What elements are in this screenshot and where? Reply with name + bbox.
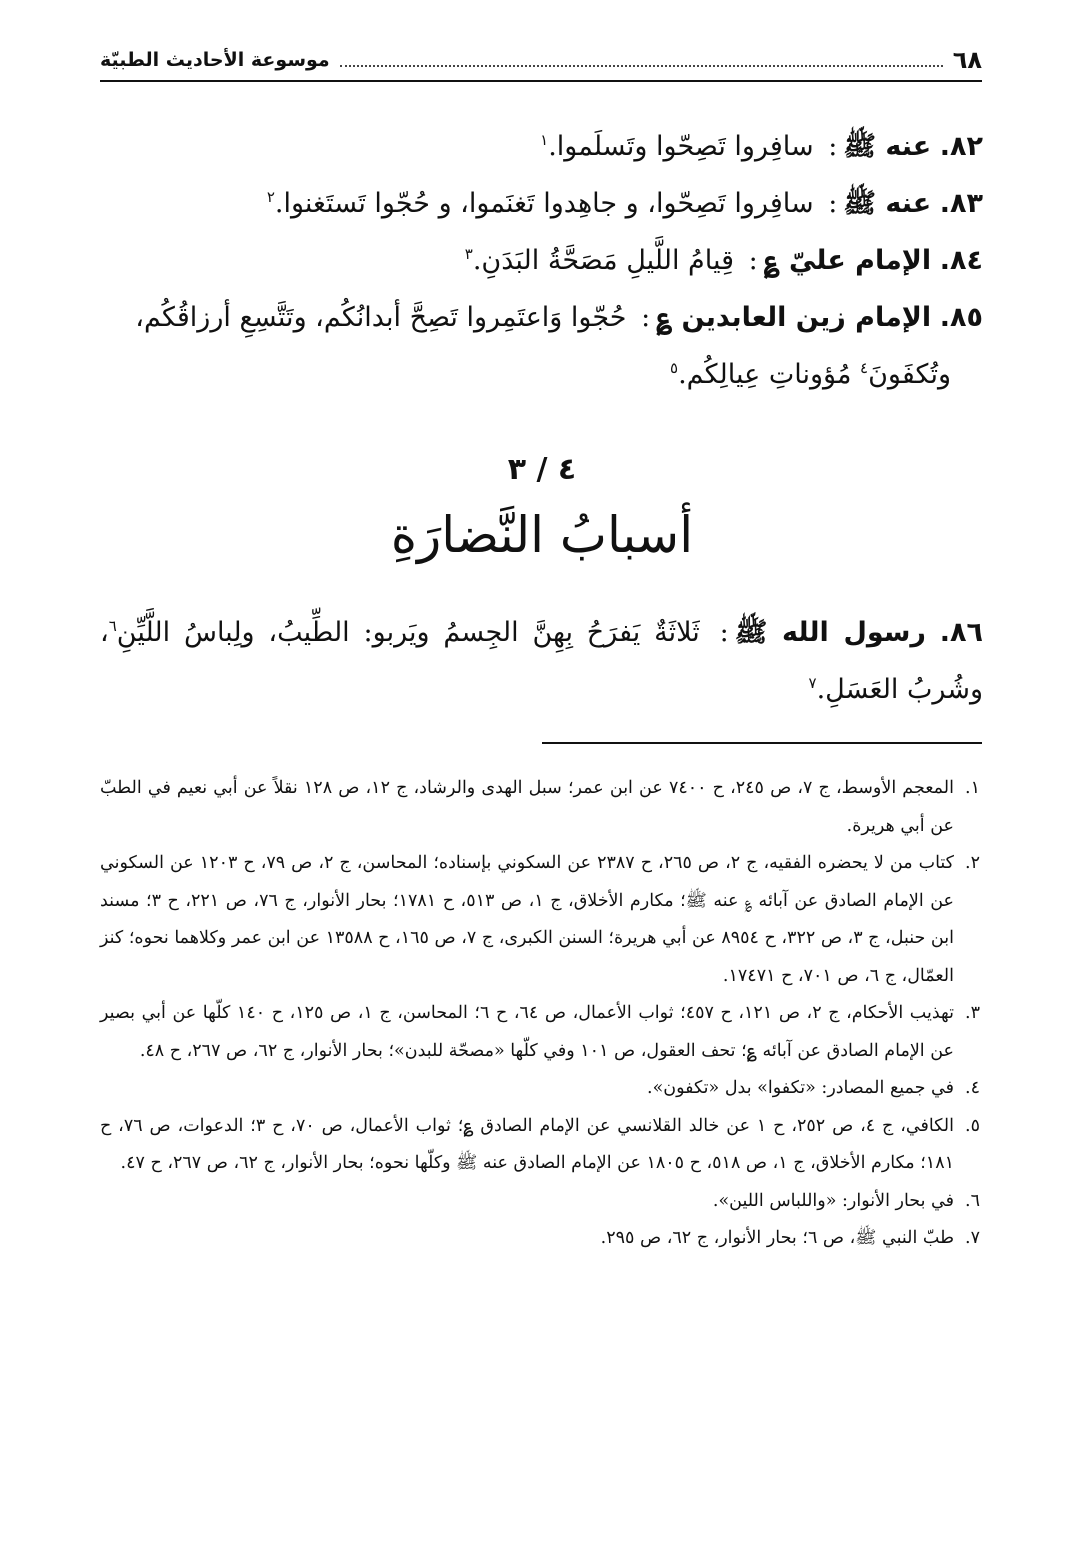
footnote-text: في جميع المصادر: «تكفوا» بدل «تكفون».	[647, 1078, 954, 1098]
book-title: موسوعة الأحاديث الطبيّة	[100, 49, 330, 71]
hadith-speaker: الإمام زين العابدين ؏	[656, 302, 932, 333]
footnote	[100, 1220, 980, 1258]
footnote-number: ٢.	[965, 853, 980, 873]
header-dot-leader	[340, 65, 943, 67]
hadith-continuation	[98, 346, 983, 403]
footnote-text: المعجم الأوسط، ج ٧، ص ٢٤٥، ح ٧٤٠٠ عن ابن عمر؛ سبل الهدى والرشاد، ج ١٢، ص ١٢٨ نقلاً عن أبي نعيم في الطبّ عن أبي هريرة.	[100, 778, 954, 836]
footnote-ref[interactable]: ٦	[108, 617, 117, 635]
footnote-number: ٣.	[965, 1003, 980, 1023]
footnote	[100, 1183, 980, 1221]
hadith-speaker: عنه ﷺ	[843, 131, 932, 162]
hadith-speaker: رسول الله ﷺ	[734, 617, 926, 648]
hadith-text: سافِروا تَصِحّوا وتَسلَموا.	[548, 131, 814, 162]
section-title: أسبابُ النَّضارَةِ	[390, 506, 694, 564]
section-number: ٤ / ٣	[507, 452, 577, 487]
footnote	[100, 1070, 980, 1108]
hadith-number: ٨٦.	[939, 617, 984, 648]
hadith-speaker: عنه ﷺ	[843, 188, 932, 219]
footnote	[100, 995, 980, 1070]
footnote-ref[interactable]: ٧	[808, 674, 817, 692]
hadith-text: سافِروا تَصِحّوا، و جاهِدوا تَغنَموا، و حُجّوا تَستَغنوا.	[274, 188, 814, 219]
hadith-number: ٨٤.	[939, 245, 983, 276]
hadith-text-cont-a: وتُكفَونَ	[868, 359, 951, 390]
footnote-number: ٤.	[965, 1078, 980, 1098]
hadith-number: ٨٥.	[939, 302, 983, 333]
footnote-number: ٦.	[965, 1190, 980, 1211]
hadith-text: قِيامُ اللَّيلِ مَصَحَّةُ البَدَنِ.	[472, 245, 735, 276]
hadith-text-cont: ، وشُربُ العَسَلِ.	[100, 617, 983, 705]
page-number: ٦٨	[952, 46, 982, 74]
hadith-text-cont-b: مُؤوناتِ عِيالِكُم.	[678, 359, 852, 390]
footnotes	[100, 770, 980, 1258]
footnote-text: في بحار الأنوار: «واللباس اللين».	[712, 1190, 954, 1211]
hadith-number: ٨٣.	[939, 188, 983, 219]
hadith-text: حُجّوا وَاعتَمِروا تَصِحَّ أبدانُكُم، وتَتَّسِعِ أرزاقُكُم،	[135, 302, 627, 333]
footnote-ref[interactable]: ٣	[464, 245, 473, 263]
running-header	[100, 40, 982, 82]
hadith-speaker: الإمام عليّ ؏	[763, 245, 932, 276]
hadith-82: ٨٢. عنه ﷺ: سافِروا تَصِحّوا وتَسلَموا.$^١$	[540, 131, 983, 162]
footnote-number: ٧.	[965, 1228, 980, 1248]
footnote-ref[interactable]: ١	[540, 131, 549, 149]
footnote-text: الكافي، ج ٤، ص ٢٥٢، ح ١ عن خالد القلانسي عن الإمام الصادق ؏؛ ثواب الأعمال، ص ٧٠، ح ٣؛ الدعوات، ص ٧٦، ح ١٨١؛ مكارم الأخلاق، ج ١، ص ٥١٨، ح ١٨٠٥ عن الإمام الصادق عنه ﷺ وكلّها نحوه؛ بحار الأنوار، ج ٦٢، ص ٢٦٧، ح ٤٧.	[100, 1115, 955, 1173]
footnote-number: ١.	[965, 778, 980, 798]
footnote-separator	[542, 742, 982, 744]
hadith-text: ثَلاثَةٌ يَفرَحُ بِهِنَّ الجِسمُ ويَربو: الطِّيبُ، ولِباسُ اللَّيِّنِ	[116, 617, 700, 648]
footnote	[100, 770, 980, 845]
footnote	[100, 845, 980, 995]
footnote	[100, 1108, 980, 1183]
footnote-number: ٥.	[965, 1115, 980, 1136]
footnote-ref[interactable]: ٢	[266, 188, 275, 206]
hadith-list	[98, 118, 983, 403]
footnote-text: طبّ النبي ﷺ، ص ٦؛ بحار الأنوار، ج ٦٢، ص ٢٩٥.	[600, 1228, 954, 1248]
footnote-text: كتاب من لا يحضره الفقيه، ج ٢، ص ٢٦٥، ح ٢٣٨٧ عن السكوني بإسناده؛ المحاسن، ج ٢، ص ٧٩، ح ١٢٠٣ عن السكوني عن الإمام الصادق عن آبائه ؏ عنه ﷺ؛ مكارم الأخلاق، ج ١، ص ٥١٣، ح ١٧٨١؛ بحار الأنوار، ج ٧٦، ص ٢٢١، ح ٣؛ مسند ابن حنبل، ج ٣، ص ٣٢٢، ح ٨٩٥٤ عن أبي هريرة؛ السنن الكبرى، ج ٧، ص ١٦٥، ح ١٣٥٨٨ عن ابن عمر وكلاهما نحوه؛ كنز العمّال، ج ٦، ص ٧٠١، ح ١٧٤٧١.	[100, 853, 955, 986]
footnote-text: تهذيب الأحكام، ج ٢، ص ١٢١، ح ٤٥٧؛ ثواب الأعمال، ص ٦٤، ح ٦؛ المحاسن، ج ١، ص ١٢٥، ح ١٤٠ كلّها عن أبي بصير عن الإمام الصادق عن آبائه ؏؛ تحف العقول، ص ١٠١ وفي كلّها «مصحّة للبدن»؛ بحار الأنوار، ج ٦٢، ص ٢٦٧، ح ٤٨.	[100, 1003, 954, 1061]
hadith-84: ٨٤. الإمام عليّ ؏: قِيامُ اللَّيلِ مَصَحَّةُ البَدَنِ.$^٣$	[464, 245, 983, 276]
footnote-ref[interactable]: ٤	[860, 359, 869, 377]
hadith-number: ٨٢.	[939, 131, 983, 162]
hadith-86: ٨٦. رسول الله ﷺ: ثَلاثَةٌ يَفرَحُ بِهِنَّ الجِسمُ ويَربو: الطِّيبُ، ولِباسُ اللَّيِّنِ$^٦$، وشُربُ العَسَلِ.$^٧$	[100, 617, 984, 705]
hadith-85: ٨٥. الإمام زين العابدين ؏: حُجّوا وَاعتَمِروا تَصِحَّ أبدانُكُم، وتَتَّسِعِ أرزاقُكُم، وتُكفَونَ$^٤$ مُؤوناتِ عِيالِكُم.$^٥$	[98, 289, 983, 403]
hadith-83: ٨٣. عنه ﷺ: سافِروا تَصِحّوا، و جاهِدوا تَغنَموا، و حُجّوا تَستَغنوا.$^٢$	[266, 188, 983, 219]
footnote-ref[interactable]: ٥	[670, 359, 679, 377]
